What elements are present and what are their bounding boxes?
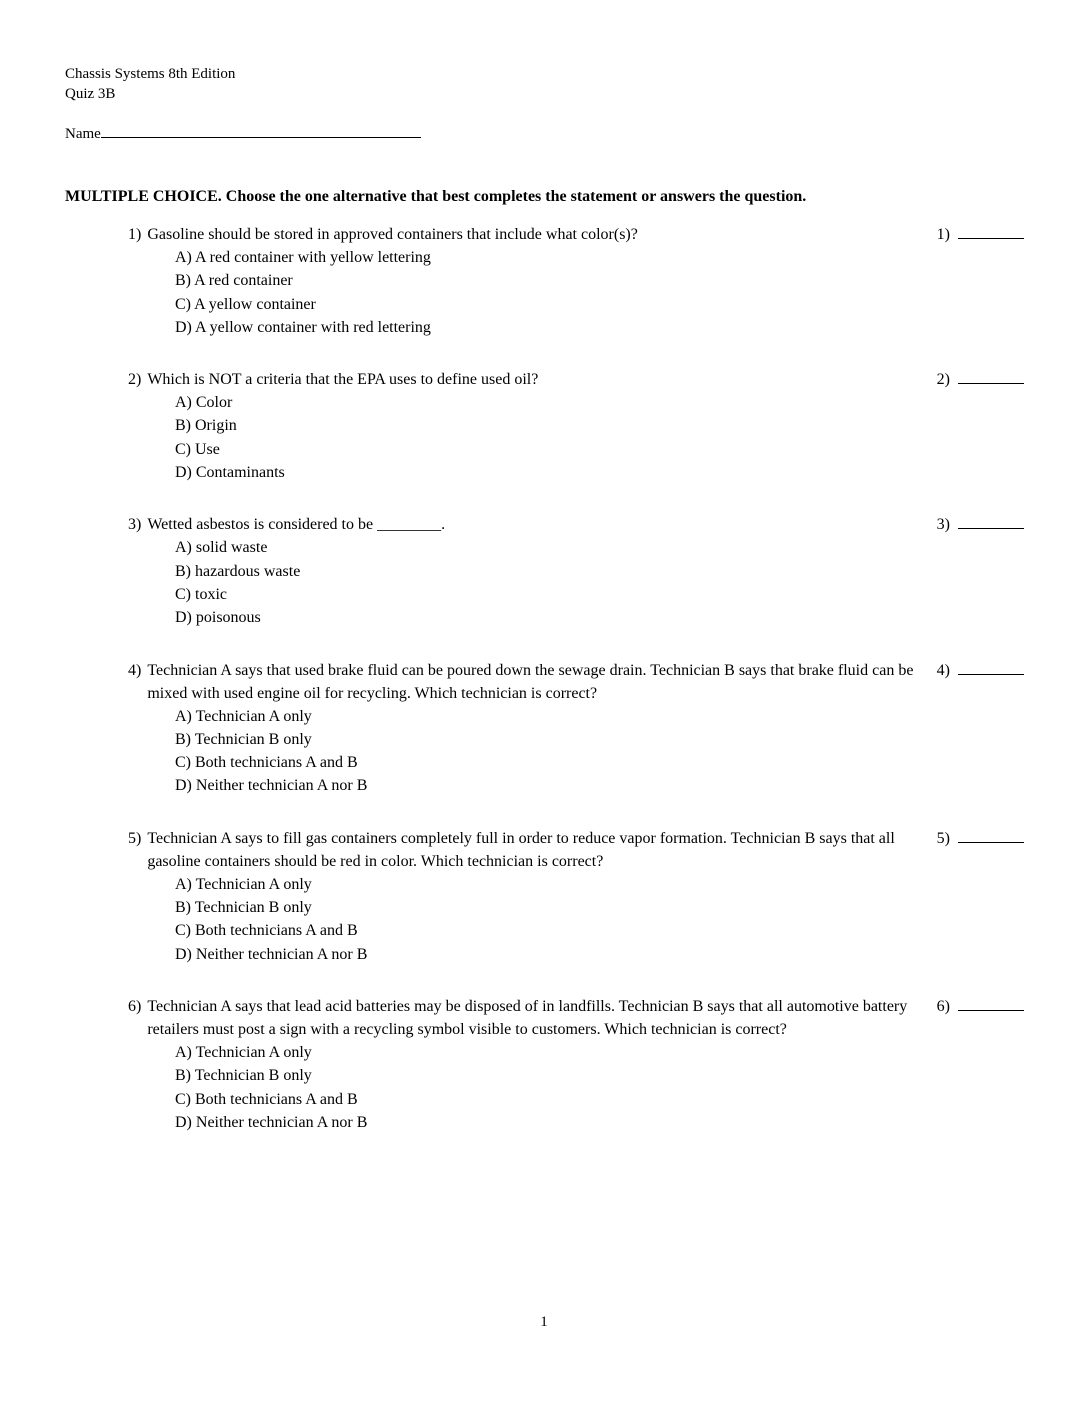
name-row bbox=[65, 124, 1024, 144]
choice-d: D) Neither technician A nor B bbox=[175, 1113, 368, 1131]
question-2 bbox=[128, 368, 1024, 484]
answer-blank bbox=[958, 660, 1024, 675]
choice-d: D) A yellow container with red lettering bbox=[175, 318, 431, 336]
answer-number: 1) bbox=[936, 226, 950, 243]
answer-slot bbox=[927, 513, 1024, 536]
question-number: 5) bbox=[128, 829, 142, 847]
choice-c: C) A yellow container bbox=[175, 295, 316, 313]
answer-slot bbox=[927, 368, 1024, 391]
instructions-heading: MULTIPLE CHOICE. Choose the one alternative that best completes the statement or answers the question. bbox=[65, 188, 807, 205]
choice-a: A) A red container with yellow lettering bbox=[175, 249, 431, 266]
choice-c: C) Both technicians A and B bbox=[175, 922, 358, 940]
answer-blank bbox=[958, 996, 1024, 1011]
question-6 bbox=[128, 995, 1024, 1134]
page-number: 1 bbox=[540, 1314, 548, 1330]
choice-b: B) hazardous waste bbox=[175, 562, 301, 580]
book-title: Chassis Systems 8th Edition bbox=[65, 66, 236, 82]
question-text: Wetted asbestos is considered to be ________. bbox=[147, 516, 446, 534]
choice-a: A) Color bbox=[175, 394, 233, 412]
answer-number: 5) bbox=[936, 829, 950, 847]
question-number: 4) bbox=[128, 661, 142, 679]
answer-blank bbox=[958, 224, 1024, 239]
answer-number: 6) bbox=[936, 997, 950, 1015]
question-1 bbox=[128, 223, 1024, 339]
question-5 bbox=[128, 827, 1024, 966]
answer-blank bbox=[958, 828, 1024, 843]
document-header bbox=[65, 64, 1024, 104]
choice-b: B) Technician B only bbox=[175, 730, 312, 748]
choice-c: C) Use bbox=[175, 440, 220, 458]
choice-c: C) Both technicians A and B bbox=[175, 1090, 358, 1108]
answer-slot bbox=[927, 827, 1024, 850]
question-number: 2) bbox=[128, 371, 142, 389]
choices bbox=[175, 705, 916, 798]
choice-a: A) solid waste bbox=[175, 539, 268, 557]
choices bbox=[175, 873, 916, 966]
question-text: Technician A says to fill gas containers completely full in order to reduce vapor formation. Technician B says that all gasoline containers should be red in color. Which technician is correct? bbox=[147, 829, 895, 870]
choice-b: B) Technician B only bbox=[175, 899, 312, 917]
choice-d: D) Neither technician A nor B bbox=[175, 945, 368, 963]
question-number: 6) bbox=[128, 997, 142, 1015]
choices bbox=[175, 536, 916, 629]
answer-slot bbox=[927, 223, 1024, 246]
choice-a: A) Technician A only bbox=[175, 875, 312, 893]
choices bbox=[175, 1041, 916, 1134]
question-number: 3) bbox=[128, 516, 142, 534]
questions-list bbox=[128, 223, 1024, 1134]
choice-d: D) Contaminants bbox=[175, 464, 285, 482]
choice-b: B) A red container bbox=[175, 272, 293, 290]
answer-blank bbox=[958, 369, 1024, 384]
question-number: 1) bbox=[128, 226, 142, 243]
question-text: Which is NOT a criteria that the EPA uses to define used oil? bbox=[147, 371, 539, 389]
answer-number: 4) bbox=[936, 661, 950, 679]
page-footer bbox=[0, 1311, 1088, 1334]
answer-slot bbox=[927, 659, 1024, 682]
answer-slot bbox=[927, 995, 1024, 1018]
choice-c: C) Both technicians A and B bbox=[175, 754, 358, 772]
answer-number: 2) bbox=[936, 371, 950, 389]
quiz-title: Quiz 3B bbox=[65, 86, 116, 102]
name-blank bbox=[101, 124, 421, 138]
question-4 bbox=[128, 659, 1024, 798]
choice-a: A) Technician A only bbox=[175, 1043, 312, 1061]
choices bbox=[175, 391, 916, 484]
choice-d: D) poisonous bbox=[175, 609, 261, 627]
answer-number: 3) bbox=[936, 516, 950, 534]
question-text: Technician A says that lead acid batteries may be disposed of in landfills. Technician B says that all automotive battery retailers must post a sign with a recycling symbol visible to customers. Which technician is correct? bbox=[147, 997, 908, 1038]
choice-a: A) Technician A only bbox=[175, 707, 312, 725]
choice-d: D) Neither technician A nor B bbox=[175, 777, 368, 795]
question-text: Gasoline should be stored in approved containers that include what color(s)? bbox=[147, 226, 638, 243]
choices bbox=[175, 246, 916, 339]
name-label: Name bbox=[65, 126, 101, 142]
choice-c: C) toxic bbox=[175, 585, 227, 603]
answer-blank bbox=[958, 514, 1024, 529]
question-text: Technician A says that used brake fluid can be poured down the sewage drain. Technician B says that brake fluid can be mixed with used engine oil for recycling. Which technician is correct? bbox=[147, 661, 914, 702]
choice-b: B) Technician B only bbox=[175, 1067, 312, 1085]
question-3 bbox=[128, 513, 1024, 629]
choice-b: B) Origin bbox=[175, 417, 237, 435]
